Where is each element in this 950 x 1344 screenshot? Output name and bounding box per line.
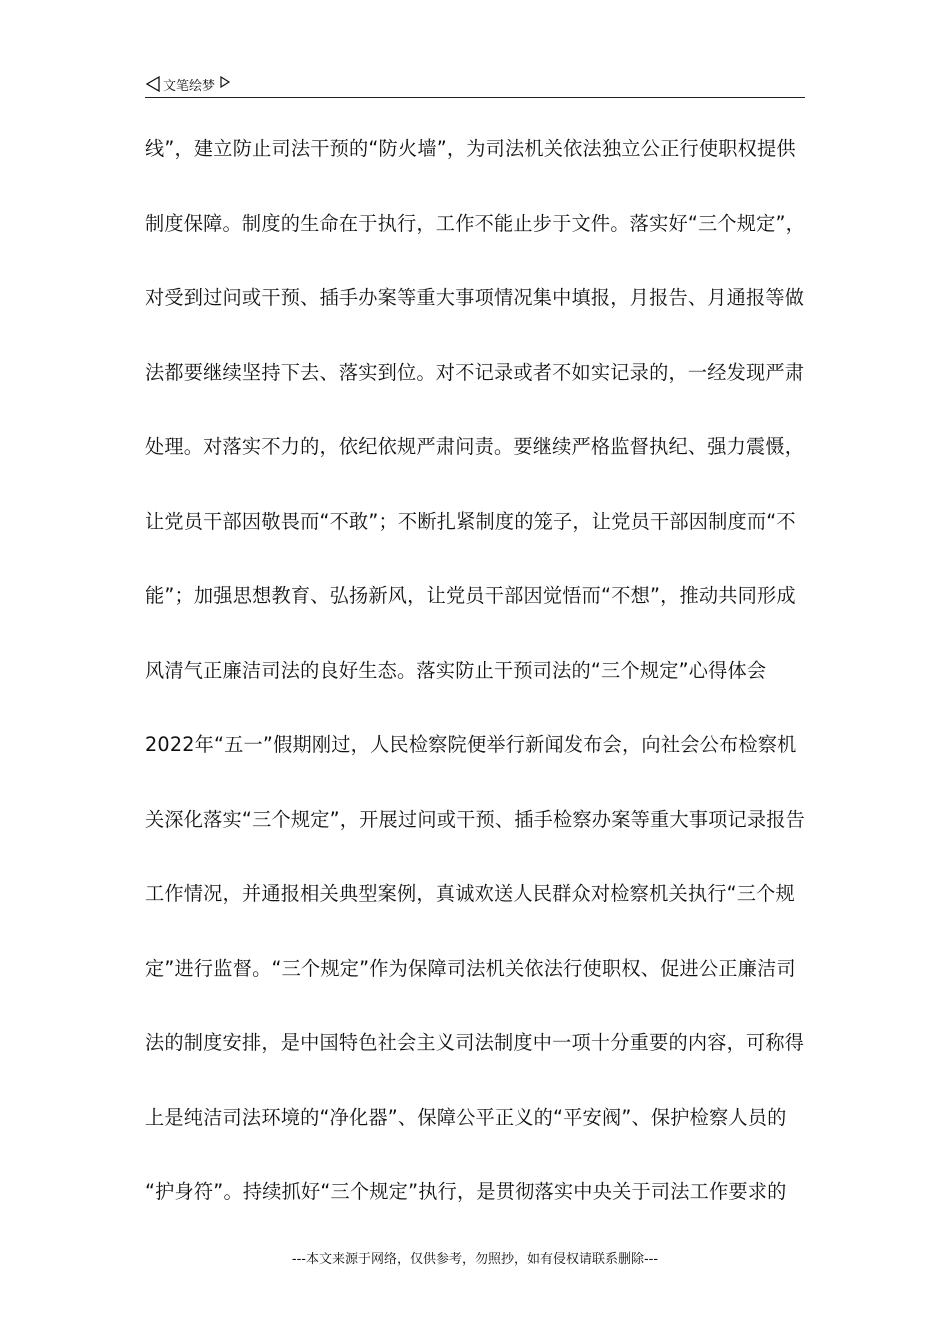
body-line: “护身符”。持续抓好“三个规定”执行，是贯彻落实中央关于司法工作要求的 (145, 1180, 787, 1203)
body-line: 工作情况，并通报相关典型案例，真诚欢送人民群众对检察机关执行“三个规 (145, 882, 795, 905)
page-header (145, 74, 805, 98)
triangle-right-icon (219, 76, 231, 88)
body-line: 制度保障。制度的生命在于执行，工作不能止步于文件。落实好“三个规定”， (145, 211, 806, 235)
body-line: 让党员干部因敬畏而“不敢”；不断扎紧制度的笼子，让党员干部因制度而“不 (145, 509, 796, 533)
body-line: 关深化落实“三个规定”，开展过问或干预、插手检察办案等重大事项记录报告 (145, 807, 806, 831)
document-body (145, 124, 807, 1242)
body-line: 线”，建立防止司法干预的“防火墙”，为司法机关依法独立公正行使职权提供 (145, 137, 796, 160)
triangle-left-icon (145, 76, 161, 92)
body-line: 定”进行监督。“三个规定”作为保障司法机关依法行使职权、促进公正廉洁司 (145, 956, 796, 980)
body-line: 上是纯洁司法环境的“净化器”、保障公平正义的“平安阀”、保护检察人员的 (145, 1105, 787, 1129)
page-footer-disclaimer: ---本文来源于网络，仅供参考，勿照抄，如有侵权请联系删除--- (291, 1252, 659, 1267)
header-title: 文笔绘梦 (163, 78, 216, 94)
body-line: 能”；加强思想教育、弘扬新风，让党员干部因觉悟而“不想”，推动共同形成 (145, 584, 796, 607)
header-logo-group (145, 74, 231, 94)
body-line: 2022年“五一”假期刚过，人民检察院便举行新闻发布会，向社会公布检察机 (145, 733, 797, 756)
body-line: 对受到过问或干预、插手办案等重大事项情况集中填报，月报告、月通报等做 (145, 286, 805, 309)
body-line: 处理。对落实不力的，依纪依规严肃问责。要继续严格监督执纪、强力震慑， (145, 435, 805, 458)
body-line: 法的制度安排，是中国特色社会主义司法制度中一项十分重要的内容，可称得 (145, 1031, 805, 1054)
body-line: 法都要继续坚持下去、落实到位。对不记录或者不如实记录的，一经发现严肃 (145, 360, 805, 384)
body-line: 风清气正廉洁司法的良好生态。落实防止干预司法的“三个规定”心得体会 (145, 658, 767, 682)
